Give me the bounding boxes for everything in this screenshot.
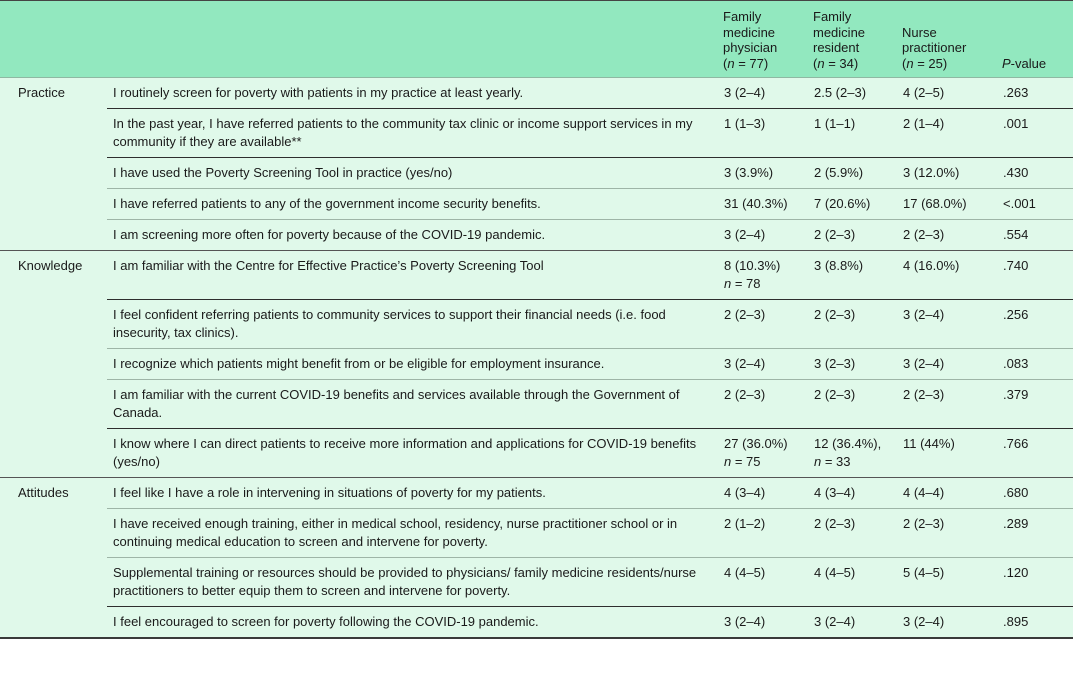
fmp-cell: 2 (1–2): [717, 509, 807, 558]
p-value-cell: .289: [996, 509, 1073, 558]
category-cell: [0, 429, 107, 478]
p-value-cell: <.001: [996, 189, 1073, 220]
header-n-prefix: (: [902, 55, 907, 71]
header-n-label: n: [727, 55, 735, 71]
np-cell: 2 (2–3): [896, 220, 996, 251]
fmr-cell: 2.5 (2–3): [814, 85, 867, 100]
table-row: [0, 478, 1073, 509]
fmp-cell: 3 (2–4): [717, 220, 807, 251]
fmp-cell: [717, 429, 807, 478]
header-p-italic: P: [1002, 55, 1011, 71]
cell-n-value: = 75: [731, 454, 761, 469]
np-cell: 2 (1–4): [896, 109, 996, 158]
fmr-cell: 2 (2–3): [807, 380, 896, 429]
category-cell: [0, 558, 107, 607]
category-cell: [0, 158, 107, 189]
table-row: [0, 509, 1073, 558]
fmp-cell: 3 (2–4): [717, 607, 807, 639]
item-cell: Supplemental training or resources should be provided to physicians/ family medicine residents/nurse practitioners to better equip them to screen and intervene for poverty.: [107, 558, 717, 607]
header-line: Family: [813, 9, 852, 24]
fmr-cell: 4 (3–4): [807, 478, 896, 509]
p-value-cell: .766: [996, 429, 1073, 478]
header-p-rest: -value: [1010, 55, 1047, 71]
header-line: resident: [813, 40, 860, 55]
np-cell: 3 (2–4): [896, 300, 996, 349]
np-cell: 17 (68.0%): [896, 189, 996, 220]
table-row: [0, 380, 1073, 429]
table-row: [0, 429, 1073, 478]
item-cell: In the past year, I have referred patients to the community tax clinic or income support services in my community if they are available**: [107, 109, 717, 158]
item-cell: I feel confident referring patients to community services to support their financial needs (i.e. food insecurity, tax clinics).: [107, 300, 717, 349]
fmr-cell: 1 (1–1): [807, 109, 896, 158]
item-cell: I feel like I have a role in intervening in situations of poverty for my patients.: [107, 478, 717, 509]
category-cell: Attitudes: [0, 478, 107, 509]
cell-value: 8 (10.3%): [724, 258, 781, 273]
fmr-cell: 2 (2–3): [807, 509, 896, 558]
header-n-value: = 34): [824, 55, 859, 71]
table-row: [0, 109, 1073, 158]
category-cell: Knowledge: [0, 251, 107, 300]
p-value-cell: .554: [996, 220, 1073, 251]
fmr-cell: 7 (20.6%): [807, 189, 896, 220]
header-line: Nurse: [902, 24, 937, 40]
np-cell: 3 (12.0%): [896, 158, 996, 189]
fmp-cell: 4 (3–4): [717, 478, 807, 509]
fmr-cell: 3 (2–3): [807, 349, 896, 380]
p-value-cell: .740: [996, 251, 1073, 300]
table-row: [0, 189, 1073, 220]
fmp-cell: [717, 251, 807, 300]
item-cell: I am familiar with the current COVID-19 benefits and services available through the Government of Canada.: [107, 380, 717, 429]
header-line: medicine: [723, 24, 776, 40]
cell-value: 27 (36.0%): [724, 436, 788, 451]
category-cell: [0, 300, 107, 349]
p-value-cell: .263: [1003, 85, 1029, 100]
item-cell: I feel encouraged to screen for poverty following the COVID-19 pandemic.: [107, 607, 717, 639]
cell-n-label: n: [724, 276, 732, 291]
np-cell: 3 (2–4): [896, 349, 996, 380]
fmp-cell: 4 (4–5): [717, 558, 807, 607]
item-cell: I routinely screen for poverty with patients in my practice at least yearly.: [113, 85, 524, 100]
header-line: Family: [723, 9, 762, 24]
header-n-prefix: (: [813, 55, 818, 71]
header-n-value: = 25): [913, 55, 948, 71]
p-value-cell: .895: [996, 607, 1073, 639]
category-cell: [0, 189, 107, 220]
item-cell: I recognize which patients might benefit from or be eligible for employment insurance.: [107, 349, 717, 380]
fmp-cell: 31 (40.3%): [717, 189, 807, 220]
np-cell: 3 (2–4): [896, 607, 996, 639]
header-line: physician: [723, 40, 778, 55]
np-cell: 11 (44%): [896, 429, 996, 478]
p-value-cell: .001: [996, 109, 1073, 158]
header-family-medicine-resident: [807, 1, 896, 78]
table-row: [0, 558, 1073, 607]
table-row: [0, 300, 1073, 349]
category-cell: [0, 380, 107, 429]
np-cell: 2 (2–3): [896, 509, 996, 558]
table-row: [0, 251, 1073, 300]
fmp-cell: 2 (2–3): [717, 380, 807, 429]
item-cell: I am screening more often for poverty because of the COVID-19 pandemic.: [107, 220, 717, 251]
cell-value: 12 (36.4%),: [814, 436, 882, 451]
np-cell: 4 (2–5): [903, 85, 945, 100]
cell-n-value: = 78: [731, 276, 761, 291]
fmp-cell: 3 (2–4): [724, 85, 766, 100]
fmr-cell: 4 (4–5): [807, 558, 896, 607]
category-cell: [0, 349, 107, 380]
header-line: medicine: [813, 24, 866, 40]
header-n-label: n: [817, 55, 825, 71]
header-category: [0, 1, 107, 78]
table-row: [0, 220, 1073, 251]
table-row: [0, 607, 1073, 639]
item-cell: I know where I can direct patients to receive more information and applications for COVID-19 benefits (yes/no): [107, 429, 717, 478]
p-value-cell: .256: [996, 300, 1073, 349]
fmr-cell: 2 (2–3): [807, 220, 896, 251]
np-cell: 4 (4–4): [896, 478, 996, 509]
fmp-cell: 2 (2–3): [717, 300, 807, 349]
fmp-cell: 1 (1–3): [717, 109, 807, 158]
header-item: [107, 1, 717, 78]
header-line: practitioner: [902, 40, 967, 55]
header-nurse-practitioner: [896, 1, 996, 78]
fmp-cell: 3 (2–4): [717, 349, 807, 380]
table-row: [0, 78, 1073, 109]
cell-n-label: n: [814, 454, 822, 469]
fmr-cell: 3 (8.8%): [807, 251, 896, 300]
item-cell: I have used the Poverty Screening Tool in practice (yes/no): [107, 158, 717, 189]
header-n-value: = 77): [734, 55, 769, 71]
header-p-value: [996, 1, 1073, 78]
table-row: [0, 158, 1073, 189]
category-cell: [0, 109, 107, 158]
p-value-cell: .083: [996, 349, 1073, 380]
category-cell: [0, 220, 107, 251]
np-cell: 4 (16.0%): [896, 251, 996, 300]
category-cell: Practice: [18, 85, 65, 100]
category-cell: [0, 607, 107, 639]
np-cell: 5 (4–5): [896, 558, 996, 607]
fmr-cell: [807, 429, 896, 478]
fmp-cell: 3 (3.9%): [717, 158, 807, 189]
table-row: [0, 349, 1073, 380]
cell-n-value: = 33: [821, 454, 851, 469]
category-cell: [0, 509, 107, 558]
np-cell: 2 (2–3): [896, 380, 996, 429]
header-n-label: n: [906, 55, 914, 71]
cell-n-label: n: [724, 454, 732, 469]
p-value-cell: .430: [996, 158, 1073, 189]
header-n-prefix: (: [723, 55, 728, 71]
header-row: [0, 1, 1073, 78]
p-value-cell: .120: [996, 558, 1073, 607]
item-cell: I have received enough training, either in medical school, residency, nurse practitioner school or in continuing medical education to screen and intervene for poverty.: [107, 509, 717, 558]
fmr-cell: 2 (5.9%): [807, 158, 896, 189]
header-family-medicine-physician: [717, 1, 807, 78]
p-value-cell: .680: [996, 478, 1073, 509]
fmr-cell: 2 (2–3): [807, 300, 896, 349]
item-cell: I am familiar with the Centre for Effective Practice’s Poverty Screening Tool: [107, 251, 717, 300]
item-cell: I have referred patients to any of the government income security benefits.: [107, 189, 717, 220]
p-value-cell: .379: [996, 380, 1073, 429]
fmr-cell: 3 (2–4): [807, 607, 896, 639]
